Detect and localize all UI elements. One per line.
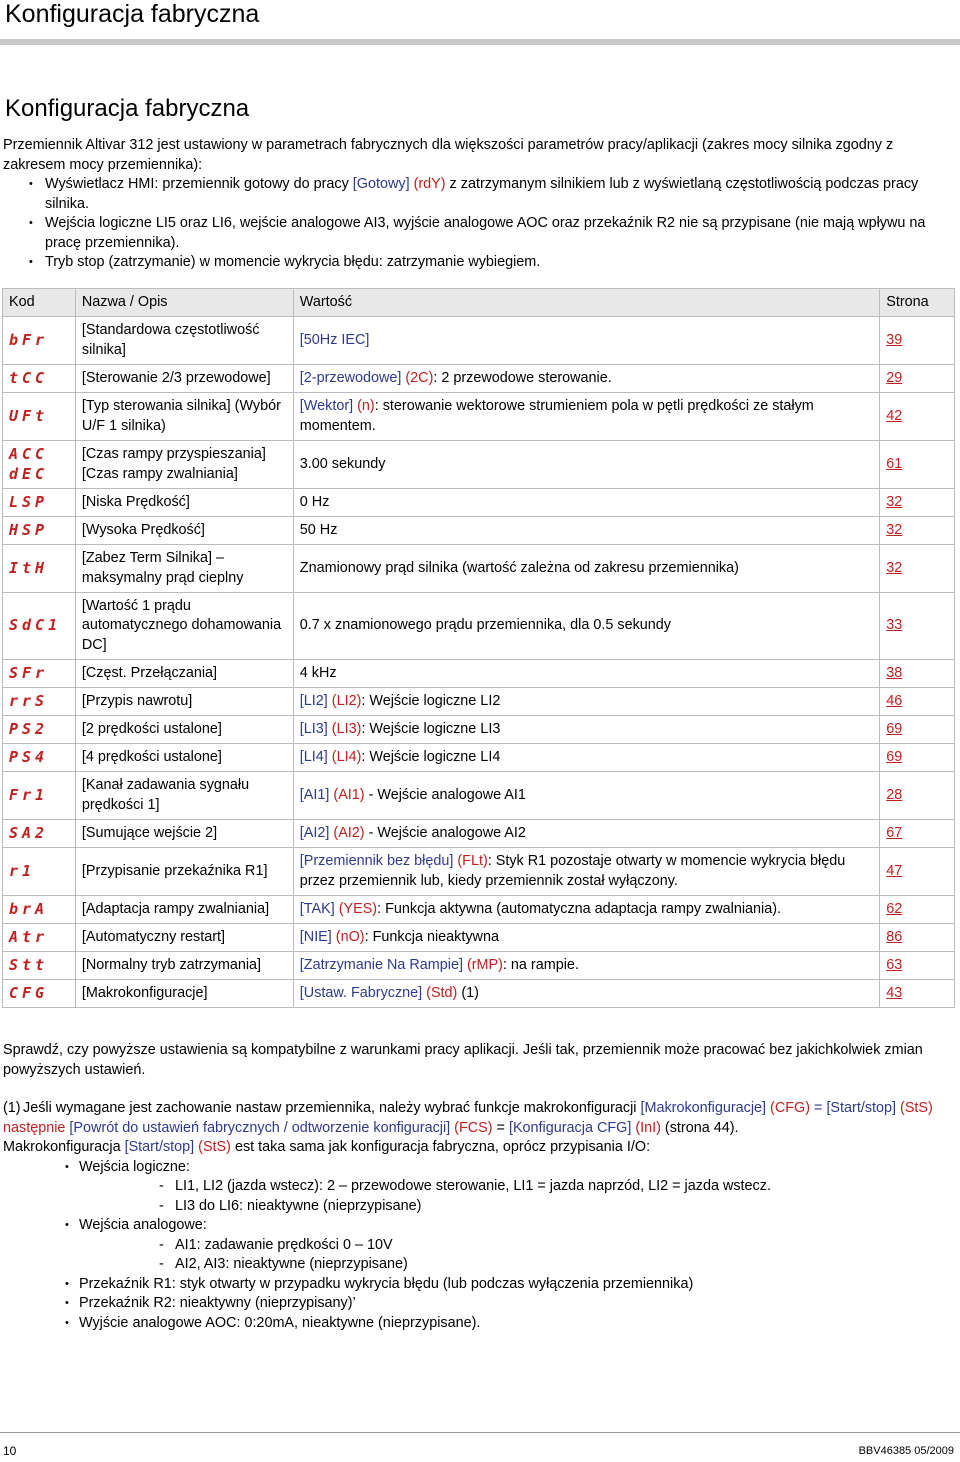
page-link[interactable]: 46 [886,692,903,709]
value-text: : Wejście logiczne LI4 [361,748,501,765]
table-row [3,393,955,441]
param-value [293,545,879,593]
param-value [293,517,879,545]
intro-bullet-inputs: • Wejścia logiczne LI5 oraz LI6, wejście analogowe AI3, wyjście analogowe AOC oraz przekaźnik R2 nie są przypisane (nie mają wpływu na pracę przemiennika). [3,214,955,253]
param-name: [Przypisanie przekaźnika R1] [75,848,293,896]
value-menu-ref: [NIE] [299,928,332,945]
table-row [3,545,955,593]
table-row [3,517,955,545]
code-ref: (rdY) [409,176,446,192]
value-menu-ref: [LI3] [299,720,328,737]
value-text: 0 Hz [299,493,330,510]
compat-note [3,1041,955,1080]
code-ref: (InI) [631,1119,661,1136]
section-title: Konfiguracja fabryczna [5,95,250,122]
param-code: bFr [3,317,76,365]
value-code-ref: (rMP) [462,956,503,973]
param-page-cell [880,593,955,660]
text: Makrokonfiguracja [3,1139,125,1155]
value-menu-ref: [TAK] [299,900,335,917]
param-code: Atr [3,924,76,952]
value-text: 0.7 x znamionowego prądu przemiennika, dla 0.5 sekundy [299,617,671,634]
table-body [3,317,955,1008]
table-header-row [3,289,955,317]
list-item: - AI1: zadawanie prędkości 0 – 10V [79,1236,955,1256]
param-value [293,772,879,820]
table-row [3,952,955,980]
param-value [293,848,879,896]
param-code: PS4 [3,744,76,772]
param-value [293,393,879,441]
table-row [3,660,955,688]
value-text: : 2 przewodowe sterowanie. [433,369,612,386]
code-ref: (StS) [896,1100,933,1116]
param-value [293,660,879,688]
footer-doc-ref: BBV46385 05/2009 [858,1445,954,1457]
value-code-ref: (LI3) [327,720,362,737]
param-page-cell [880,716,955,744]
value-menu-ref: [Wektor] [299,398,354,414]
table-row [3,744,955,772]
param-page-cell [880,952,955,980]
param-name: [Niska Prędkość] [75,489,293,517]
page-link[interactable]: 32 [886,521,903,538]
code-ref: (StS) [194,1139,231,1155]
param-page-cell [880,317,955,365]
page-link[interactable]: 39 [886,331,903,348]
menu-ref: [Start/stop] [124,1139,195,1155]
param-value [293,980,879,1008]
param-name: [2 prędkości ustalone] [75,716,293,744]
table-row [3,593,955,660]
intro-section [3,136,955,273]
text: z zatrzymanym silnikiem lub z wyświetlaną częstotliwością podczas pracy silnika. [45,176,919,212]
param-name: [Sterowanie 2/3 przewodowe] [75,365,293,393]
param-value [293,896,879,924]
footer-page-number: 10 [3,1444,17,1458]
param-name: [Przypis nawrotu] [75,688,293,716]
list-item: - AI2, AI3: nieaktywne (nieprzypisane) [79,1255,955,1275]
value-text: : Funkcja nieaktywna [364,928,499,945]
table-row [3,924,955,952]
value-menu-ref: [50Hz IEC] [299,331,370,348]
param-code: ACC dEC [3,441,76,489]
param-code: r1 [3,848,76,896]
footnote-number: (1) [3,1100,21,1116]
intro-bullet-hmi [3,175,955,214]
param-page-cell [880,688,955,716]
page-link[interactable]: 33 [886,617,903,634]
param-code: UFt [3,393,76,441]
table-row [3,441,955,489]
io-relay-r1: • Przekaźnik R1: styk otwarty w przypadku wykrycia błędu (lub podczas wyłączenia przemiennika) [3,1275,955,1295]
header-rule [0,39,960,45]
footnote [3,1099,955,1333]
io-logic-inputs-sublist [79,1177,955,1216]
value-code-ref: (2C) [401,369,434,386]
page-link[interactable]: 32 [886,493,903,510]
intro-bullet-stop: • Tryb stop (zatrzymanie) w momencie wykrycia błędu: zatrzymanie wybiegiem. [3,253,955,273]
param-value [293,820,879,848]
page-link[interactable]: 67 [886,824,903,841]
param-page-cell [880,517,955,545]
param-page-cell [880,545,955,593]
list-item: - LI3 do LI6: nieaktywne (nieprzypisane) [79,1197,955,1217]
param-page-cell [880,980,955,1008]
param-page-cell [880,489,955,517]
value-code-ref: (Std) [422,984,458,1001]
footnote-p2 [3,1138,955,1158]
value-text: - Wejście analogowe AI2 [364,824,526,841]
factory-params-table [2,288,955,1008]
text: Wejścia analogowe: [79,1217,207,1233]
value-text: : Funkcja aktywna (automatyczna adaptacja rampy zwalniania). [377,900,782,917]
value-text: 50 Hz [299,521,338,538]
param-page-cell [880,820,955,848]
value-menu-ref: [AI2] [299,824,330,841]
param-name: [Typ sterowania silnika] (Wybór U/F 1 silnika) [75,393,293,441]
value-code-ref: (AI2) [329,824,365,841]
value-text: : Wejście logiczne LI3 [361,720,501,737]
page-link[interactable]: 63 [886,956,903,973]
compat-paragraph: Sprawdź, czy powyższe ustawienia są kompatybilne z warunkami pracy aplikacji. Jeśli tak, przemiennik może pracować bez jakichkolwiek zmian powyższych ustawień. [3,1042,923,1078]
table-row [3,820,955,848]
param-page-cell [880,660,955,688]
page-link[interactable]: 86 [886,928,903,945]
param-value [293,952,879,980]
text: = [810,1100,827,1116]
footnote-p1 [3,1099,955,1138]
param-page-cell [880,441,955,489]
param-name: [Makrokonfiguracje] [75,980,293,1008]
menu-ref: [Powrót do ustawień fabrycznych / odtworzenie konfiguracji] [69,1119,451,1136]
table-row [3,489,955,517]
header-code: Kod [3,289,76,317]
menu-ref: [Gotowy] [352,176,410,192]
io-relay-r2: • Przekaźnik R2: nieaktywny (nieprzypisany)’ [3,1294,955,1314]
value-code-ref: (LI2) [327,692,362,709]
code-ref: (CFG) [766,1100,811,1116]
value-menu-ref: [2-przewodowe] [299,369,402,386]
table-row [3,688,955,716]
value-text: : na rampie. [502,956,579,973]
table-row [3,772,955,820]
param-value [293,441,879,489]
footer-rule [0,1432,960,1433]
value-text: - Wejście analogowe AI1 [364,786,526,803]
param-code: CFG [3,980,76,1008]
param-page-cell [880,365,955,393]
page-link[interactable]: 42 [886,407,903,424]
menu-ref: [Makrokonfiguracje] [640,1100,767,1116]
table-row [3,317,955,365]
param-page-cell [880,924,955,952]
page-link[interactable]: 47 [886,862,903,879]
value-code-ref: (AI1) [329,786,365,803]
table-row [3,716,955,744]
value-menu-ref: [Ustaw. Fabryczne] [299,984,423,1001]
text: Wejścia logiczne: [79,1158,190,1175]
value-menu-ref: [Przemiennik bez błędu] [299,853,454,869]
page-header-title: Konfiguracja fabryczna [5,0,260,28]
io-analog-output: • Wyjście analogowe AOC: 0:20mA, nieaktywne (nieprzypisane). [3,1314,955,1334]
value-code-ref: (n) [353,398,375,414]
list-item: - LI1, LI2 (jazda wstecz): 2 – przewodowe sterowanie, LI1 = jazda naprzód, LI2 = jazda wstecz. [79,1177,955,1197]
page-link[interactable]: 61 [886,455,903,472]
value-text: : sterowanie wektorowe strumieniem pola w pętli prędkości ze stałym momentem. [299,398,814,434]
io-analog-inputs [3,1216,955,1275]
param-code: Fr1 [3,772,76,820]
param-name: [Standardowa częstotliwość silnika] [75,317,293,365]
table-row [3,365,955,393]
param-page-cell [880,896,955,924]
param-page-cell [880,744,955,772]
param-value [293,688,879,716]
param-code: rrS [3,688,76,716]
param-page-cell [880,772,955,820]
param-value [293,489,879,517]
text: następnie [3,1119,70,1136]
value-text: Znamionowy prąd silnika (wartość zależna od zakresu przemiennika) [299,559,739,576]
value-text: : Styk R1 pozostaje otwarty w momencie wykrycia błędu przez przemiennik lub, kiedy przemiennik został wyłączony. [299,853,846,889]
param-name: [Sumujące wejście 2] [75,820,293,848]
param-value [293,744,879,772]
value-menu-ref: [AI1] [299,786,330,803]
param-value [293,317,879,365]
param-page-cell [880,393,955,441]
param-value [293,716,879,744]
param-name: [Zabez Term Silnika] – maksymalny prąd cieplny [75,545,293,593]
value-menu-ref: [LI4] [299,748,328,765]
io-list [3,1158,955,1334]
param-value [293,924,879,952]
param-name: [4 prędkości ustalone] [75,744,293,772]
param-value [293,593,879,660]
param-name: [Kanał zadawania sygnału prędkości 1] [75,772,293,820]
header-page: Strona [880,289,955,317]
table-row [3,980,955,1008]
param-value [293,365,879,393]
text: Wyświetlacz HMI: przemiennik gotowy do pracy [45,176,353,192]
param-code: SA2 [3,820,76,848]
param-code: SdC1 [3,593,76,660]
io-logic-inputs [3,1158,955,1217]
intro-paragraph: Przemiennik Altivar 312 jest ustawiony w parametrach fabrycznych dla większości parametrów pracy/aplikacji (zakres mocy silnika zgodny z zakresem mocy przemiennika): [3,137,894,173]
page-link[interactable]: 43 [886,984,903,1001]
value-code-ref: (YES) [334,900,378,917]
param-name: [Wysoka Prędkość] [75,517,293,545]
code-ref: (FCS) [450,1119,493,1136]
page-link[interactable]: 69 [886,748,903,765]
param-code: HSP [3,517,76,545]
param-name: [Częst. Przełączania] [75,660,293,688]
value-code-ref: (LI4) [327,748,362,765]
menu-ref: [Konfiguracja CFG] [508,1119,632,1136]
page-link[interactable]: 29 [886,369,903,386]
intro-bullet-list [3,175,955,273]
param-name: [Wartość 1 prądu automatycznego dohamowania DC] [75,593,293,660]
value-code-ref: (FLt) [453,853,488,869]
header-name: Nazwa / Opis [75,289,293,317]
param-code: brA [3,896,76,924]
page-link[interactable]: 38 [886,664,903,681]
table-row [3,896,955,924]
page-link[interactable]: 28 [886,786,903,803]
page-link[interactable]: 62 [886,900,903,917]
param-name: [Czas rampy przyspieszania] [Czas rampy zwalniania] [75,441,293,489]
value-text: : Wejście logiczne LI2 [361,692,501,709]
param-code: tCC [3,365,76,393]
param-code: ItH [3,545,76,593]
param-name: [Normalny tryb zatrzymania] [75,952,293,980]
param-code: Stt [3,952,76,980]
value-menu-ref: [LI2] [299,692,328,709]
page-link[interactable]: 69 [886,720,903,737]
value-text: 4 kHz [299,664,337,681]
page-link[interactable]: 32 [886,559,903,576]
io-analog-inputs-sublist [79,1236,955,1275]
param-page-cell [880,848,955,896]
menu-ref: [Start/stop] [826,1100,897,1116]
text: est taka sama jak konfiguracja fabryczna, oprócz przypisania I/O: [230,1139,651,1155]
param-code: SFr [3,660,76,688]
text: Jeśli wymagane jest zachowanie nastaw przemiennika, należy wybrać funkcje makrokonfiguracji [23,1100,641,1116]
header-value: Wartość [293,289,879,317]
table-row [3,848,955,896]
param-name: [Automatyczny restart] [75,924,293,952]
param-code: PS2 [3,716,76,744]
value-text: (1) [457,984,479,1001]
text: (strona 44). [660,1119,739,1136]
param-code: LSP [3,489,76,517]
text: = [492,1119,509,1136]
value-menu-ref: [Zatrzymanie Na Rampie] [299,956,463,973]
param-name: [Adaptacja rampy zwalniania] [75,896,293,924]
value-text: 3.00 sekundy [299,455,386,472]
value-code-ref: (nO) [331,928,365,945]
